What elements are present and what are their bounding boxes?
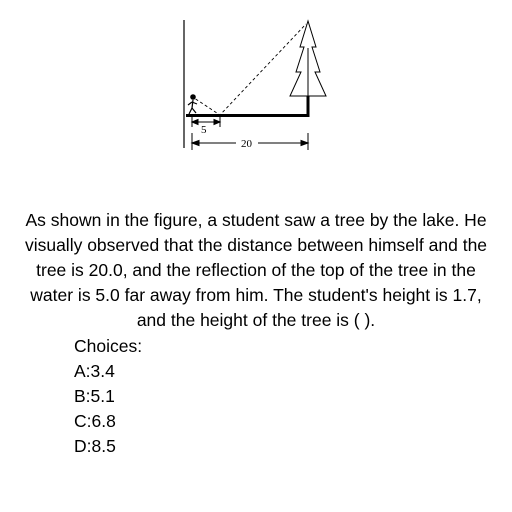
question-text: As shown in the figure, a student saw a tree by the lake. He visually observed that the distance between himself and the tree is 20.0, and the reflection of the top of the tree in the water is 5.0 far away from him. The student's height is 1.7, and the height of the tree is ( ). <box>24 210 488 330</box>
dimension-20-label: 20 <box>241 138 252 150</box>
student-icon <box>188 95 197 114</box>
reflection-ray <box>191 24 306 115</box>
choices-label: Choices: <box>74 336 143 356</box>
geometry-figure <box>0 0 512 160</box>
choice-b[interactable]: B:5.1 <box>74 386 115 406</box>
choice-d[interactable]: D:8.5 <box>74 436 116 456</box>
dimension-5-label: 5 <box>201 124 207 136</box>
choice-a[interactable]: A:3.4 <box>74 361 115 381</box>
choice-c[interactable]: C:6.8 <box>74 411 116 431</box>
answer-choices <box>74 334 142 459</box>
